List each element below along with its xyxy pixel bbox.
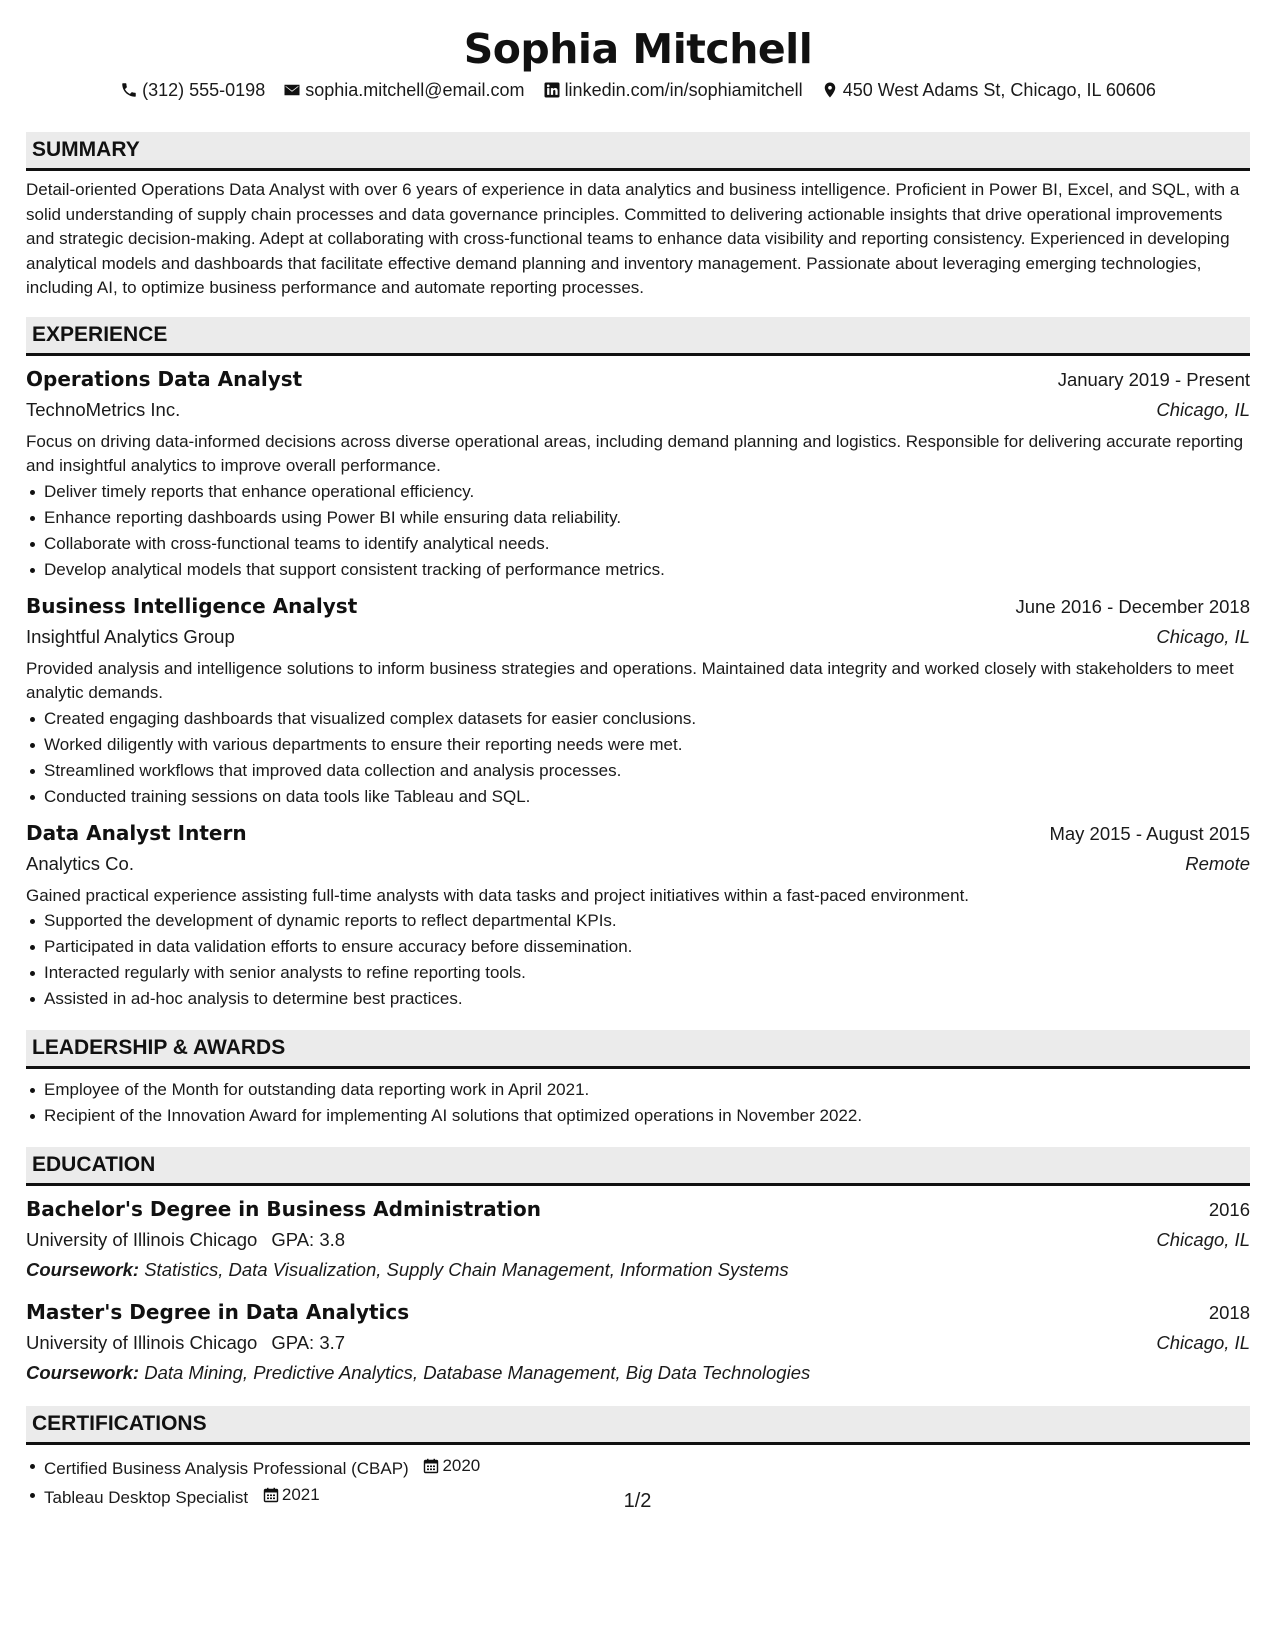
coursework (26, 1255, 1250, 1285)
resume-page (26, 0, 1250, 1511)
company-name: Analytics Co. (26, 852, 134, 874)
job-location: Chicago, IL (1156, 398, 1250, 420)
list-item: Collaborate with cross-functional teams to identify analytical needs. (44, 531, 1250, 557)
list-item: Interacted regularly with senior analysts to refine reporting tools. (44, 960, 1250, 986)
list-item: Recipient of the Innovation Award for implementing AI solutions that optimized operations in November 2022. (44, 1103, 1250, 1129)
list-item: Employee of the Month for outstanding data reporting work in April 2021. (44, 1077, 1250, 1103)
job-location: Remote (1185, 852, 1250, 874)
job-dates: May 2015 - August 2015 (1049, 822, 1250, 844)
leadership-heading: LEADERSHIP & AWARDS (26, 1030, 1250, 1069)
job-bullets (26, 479, 1250, 583)
leadership-list (26, 1077, 1250, 1129)
job-title: Business Intelligence Analyst (26, 593, 358, 618)
company-name: TechnoMetrics Inc. (26, 398, 181, 420)
job-dates: June 2016 - December 2018 (1015, 595, 1250, 617)
page-number: 1/2 (623, 1490, 652, 1512)
cert-name: Certified Business Analysis Professional (CBAP) (44, 1459, 409, 1478)
job-bullets (26, 706, 1250, 810)
coursework-label: Coursework: (26, 1259, 140, 1280)
school-name: University of Illinois Chicago (26, 1229, 258, 1250)
education-heading: EDUCATION (26, 1147, 1250, 1186)
experience-entry (26, 591, 1250, 810)
phone-icon (120, 81, 138, 99)
education-entry (26, 1194, 1250, 1285)
gpa: GPA: 3.8 (271, 1229, 346, 1250)
degree-title: Bachelor's Degree in Business Administration (26, 1197, 541, 1221)
linkedin-text[interactable]: linkedin.com/in/sophiamitchell (564, 80, 803, 100)
phone-text: (312) 555-0198 (142, 80, 266, 100)
school-name: University of Illinois Chicago (26, 1332, 258, 1353)
list-item (44, 1453, 1250, 1482)
coursework-label: Coursework: (26, 1362, 140, 1383)
degree-year: 2016 (1208, 1199, 1250, 1220)
location-pin-icon (821, 81, 839, 99)
cert-name: Tableau Desktop Specialist (44, 1488, 249, 1507)
summary-text: Detail-oriented Operations Data Analyst with over 6 years of experience in data analytics and business intelligence. Proficient in Power BI, Excel, and SQL, with a solid understanding of supply chain processes and data governance principles. Committed to delivering actionable insights that drive operational improvements and strategic decision-making. Adept at collaborating with cross-functional teams to enhance data visibility and reporting consistency. Experienced in developing analytical models and dashboards that facilitate effective demand planning and inventory management. Passionate about leveraging emerging technologies, including AI, to optimize business performance and automate reporting processes. (26, 180, 1240, 297)
list-item: Conducted training sessions on data tools like Tableau and SQL. (44, 784, 1250, 810)
list-item: Assisted in ad-hoc analysis to determine best practices. (44, 986, 1250, 1012)
contact-bar (26, 78, 1250, 102)
list-item: Develop analytical models that support consistent tracking of performance metrics. (44, 557, 1250, 583)
certifications-heading: CERTIFICATIONS (26, 1406, 1250, 1445)
experience-entry (26, 364, 1250, 583)
experience-entry (26, 818, 1250, 1013)
school-location: Chicago, IL (1156, 1229, 1250, 1250)
list-item: Worked diligently with various departments to ensure their reporting needs were met. (44, 732, 1250, 758)
candidate-name: Sophia Mitchell (463, 25, 813, 73)
job-dates: January 2019 - Present (1057, 368, 1250, 390)
job-location: Chicago, IL (1156, 625, 1250, 647)
education-entry (26, 1297, 1250, 1388)
coursework (26, 1358, 1250, 1388)
job-description: Gained practical experience assisting full-time analysts with data tasks and project initiatives within a fast-paced environment. (26, 885, 970, 905)
linkedin-icon (543, 81, 561, 99)
experience-heading: EXPERIENCE (26, 317, 1250, 356)
list-item: Supported the development of dynamic reports to reflect departmental KPIs. (44, 908, 1250, 934)
address-text: 450 West Adams St, Chicago, IL 60606 (842, 80, 1156, 100)
cert-year: 2020 (442, 1456, 481, 1475)
coursework-list: Statistics, Data Visualization, Supply Chain Management, Information Systems (144, 1259, 789, 1280)
job-description: Provided analysis and intelligence solutions to inform business strategies and operations. Maintained data integrity and worked closely with stakeholders to meet analytic demands. (26, 658, 1234, 702)
summary-heading: SUMMARY (26, 132, 1250, 171)
company-name: Insightful Analytics Group (26, 625, 235, 647)
list-item: Enhance reporting dashboards using Power BI while ensuring data reliability. (44, 505, 1250, 531)
contact-email (283, 78, 524, 102)
email-icon (283, 81, 301, 99)
cert-year: 2021 (281, 1485, 320, 1504)
list-item: Created engaging dashboards that visualized complex datasets for easier conclusions. (44, 706, 1250, 732)
degree-title: Master's Degree in Data Analytics (26, 1300, 410, 1324)
list-item: Streamlined workflows that improved data collection and analysis processes. (44, 758, 1250, 784)
coursework-list: Data Mining, Predictive Analytics, Database Management, Big Data Technologies (144, 1362, 811, 1383)
calendar-icon (423, 1458, 439, 1474)
contact-linkedin (543, 78, 803, 102)
degree-year: 2018 (1208, 1302, 1250, 1323)
job-description: Focus on driving data-informed decisions across diverse operational areas, including demand planning and logistics. Responsible for delivering accurate reporting and insightful analytics to improve overall performance. (26, 431, 1244, 475)
contact-phone (120, 78, 265, 102)
gpa: GPA: 3.7 (271, 1332, 346, 1353)
list-item: Deliver timely reports that enhance operational efficiency. (44, 479, 1250, 505)
contact-address (821, 78, 1156, 102)
job-title: Data Analyst Intern (26, 820, 247, 845)
job-title: Operations Data Analyst (26, 366, 303, 391)
email-text[interactable]: sophia.mitchell@email.com (305, 80, 525, 100)
school-location: Chicago, IL (1156, 1332, 1250, 1353)
list-item: Participated in data validation efforts to ensure accuracy before dissemination. (44, 934, 1250, 960)
job-bullets (26, 908, 1250, 1012)
